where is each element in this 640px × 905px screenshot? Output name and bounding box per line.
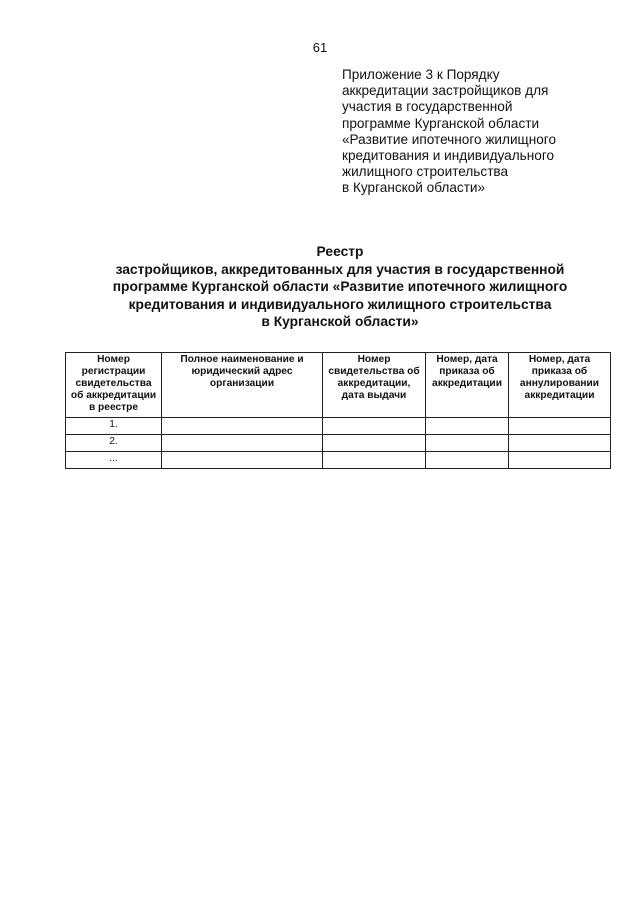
- table-row: [66, 435, 611, 452]
- table-row: [66, 452, 611, 469]
- title-line: застройщиков, аккредитованных для участия в государственной: [115, 261, 565, 277]
- appendix-note: [342, 67, 602, 197]
- appendix-line: в Курганской области»: [342, 180, 486, 196]
- appendix-line: «Развитие ипотечного жилищного: [342, 131, 557, 147]
- title-line: кредитования и индивидуального жилищного строительства: [128, 296, 552, 312]
- table-cell: [162, 452, 323, 469]
- table-cell: [509, 435, 611, 452]
- table-cell: [323, 452, 426, 469]
- page-number: 61: [312, 40, 328, 55]
- table-cell: [509, 418, 611, 435]
- table-header-row: [66, 353, 611, 418]
- appendix-line: Приложение 3 к Порядку: [342, 67, 500, 82]
- title-line: программе Курганской области «Развитие ипотечного жилищного: [112, 279, 568, 294]
- table-cell: ...: [66, 452, 162, 469]
- title-line: Реестр: [316, 244, 364, 259]
- table-cell: [162, 418, 323, 435]
- header-accreditation-order: Номер, дата приказа об аккредитации: [426, 353, 509, 418]
- appendix-line: аккредитации застройщиков для: [342, 83, 549, 99]
- appendix-line: программе Курганской области: [342, 115, 540, 131]
- table-cell: [426, 418, 509, 435]
- table-cell: 2.: [66, 435, 162, 452]
- header-certificate-number: Номер свидетельства об аккредитации, дата выдачи: [323, 353, 426, 418]
- registry-table: [65, 352, 611, 469]
- appendix-line: участия в государственной: [342, 99, 513, 115]
- table-cell: [323, 435, 426, 452]
- table-row: [66, 418, 611, 435]
- table-cell: [323, 418, 426, 435]
- table-cell: [426, 435, 509, 452]
- table-cell: [509, 452, 611, 469]
- table-cell: 1.: [66, 418, 162, 435]
- header-registration-number: Номер регистрации свидетельства об аккредитации в реестре: [66, 353, 162, 418]
- appendix-line: жилищного строительства: [342, 164, 509, 180]
- header-annulment-order: Номер, дата приказа об аннулировании аккредитации: [509, 353, 611, 418]
- appendix-line: кредитования и индивидуального: [342, 148, 555, 164]
- title-line: в Курганской области»: [261, 314, 419, 329]
- table-cell: [162, 435, 323, 452]
- table-cell: [426, 452, 509, 469]
- document-title: [60, 243, 620, 331]
- header-organization-name: Полное наименование и юридический адрес организации: [162, 353, 323, 418]
